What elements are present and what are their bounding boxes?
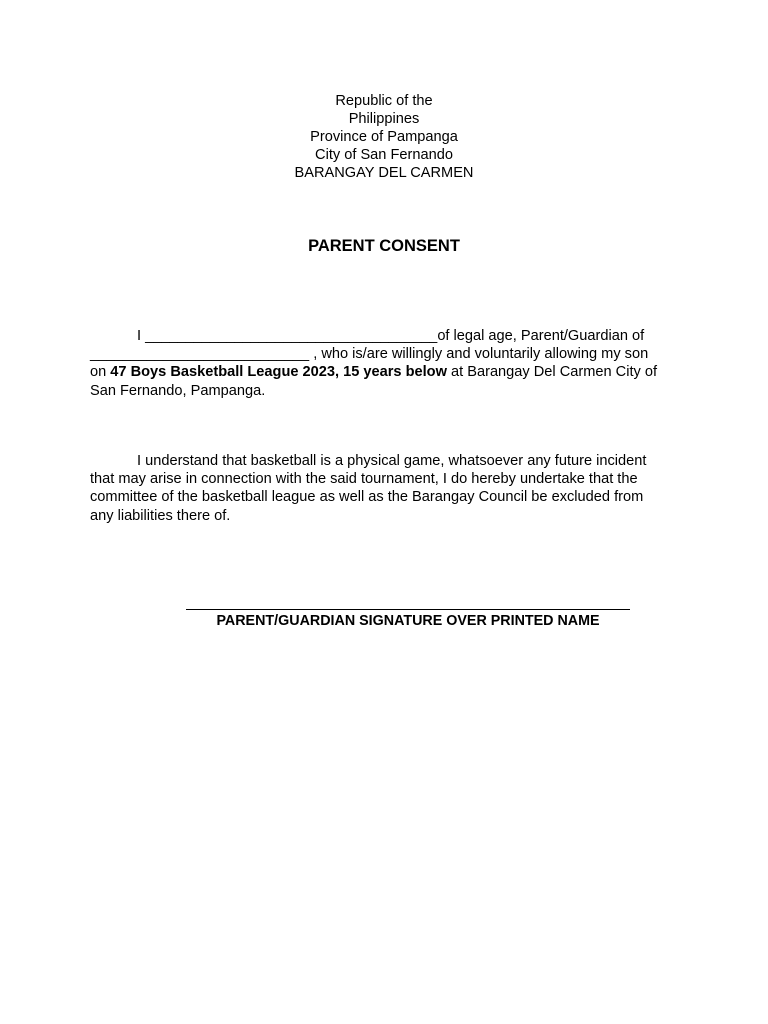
paragraph-line [90, 363, 690, 381]
league-name-bold: 47 Boys Basketball League 2023, 15 years below [110, 364, 447, 381]
header-line-barangay: BARANGAY DEL CARMEN [294, 165, 474, 181]
paragraph-line [90, 345, 690, 363]
signature-label: PARENT/GUARDIAN SIGNATURE OVER PRINTED NAME [216, 613, 600, 629]
document-title: PARENT CONSENT [308, 237, 460, 255]
paragraph-line [90, 327, 690, 345]
header-line-city: City of San Fernando [315, 147, 453, 163]
document-header [0, 92, 768, 182]
paragraph-text: , who is/are willingly and voluntarily allowing my son [309, 346, 649, 363]
pronoun-text: I [137, 328, 146, 344]
paragraph-line: San Fernando, Pampanga. [90, 382, 266, 399]
consent-paragraph [90, 327, 690, 400]
header-line-republic: Republic of the [335, 93, 433, 109]
paragraph-text: of legal age, Parent/Guardian of [437, 328, 645, 344]
parent-name-blank: ____________________________________ [145, 328, 438, 344]
signature-line [186, 609, 630, 610]
paragraph-line: I understand that basketball is a physical game, whatsoever any future incident [137, 453, 647, 469]
paragraph-line: any liabilities there of. [90, 507, 231, 524]
paragraph-text: on [90, 364, 111, 381]
paragraph-line: that may arise in connection with the said tournament, I do hereby undertake that the [90, 471, 638, 488]
child-name-blank: ___________________________ [90, 346, 310, 363]
paragraph-line: committee of the basketball league as well as the Barangay Council be excluded from [90, 489, 644, 506]
header-line-country: Philippines [348, 111, 420, 127]
header-line-province: Province of Pampanga [310, 129, 458, 145]
liability-paragraph [90, 452, 690, 525]
paragraph-text: at Barangay Del Carmen City of [446, 364, 658, 381]
